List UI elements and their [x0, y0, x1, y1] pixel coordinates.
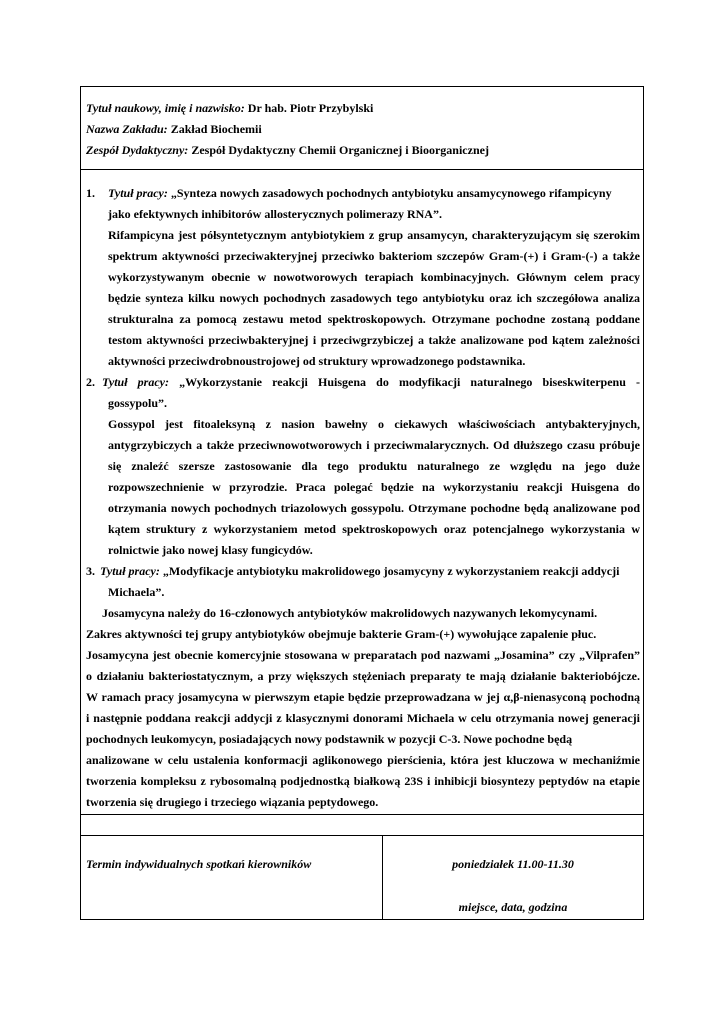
topic-title-label: Tytuł pracy: — [100, 564, 160, 578]
topic-description-line: Gossypol jest fitoaleksyną z nasion bawełny o ciekawych właściwościach antybakteryjnych, — [108, 417, 640, 431]
topic-title-line — [100, 564, 619, 578]
topic-description-line: antygrzybiczych a także przeciwnowotworowych i przeciwmalarycznych. Od dłuższego czasu próbuje — [108, 438, 640, 452]
topic-description-line: strukturalna za pomocą zestawu metod spektroskopowych. Otrzymane pochodne zostaną poddane — [108, 312, 640, 326]
meeting-value: poniedziałek 11.00-11.30 — [452, 857, 574, 871]
topic-title-label: Tytuł pracy: — [102, 375, 169, 389]
meeting-caption: miejsce, data, godzina — [458, 900, 568, 914]
supervisor-line — [86, 101, 373, 115]
topic-description-line: o działaniu bakteriostatycznym, a przy większych stężeniach preparaty te mają działanie bakteriobójcze. — [86, 669, 640, 683]
topic-description-line: wykorzystywanym obecnie w nowotworowych terapiach kombinacyjnych. Głównym celem pracy — [108, 270, 640, 284]
topic-description-line: kątem struktury z wykorzystaniem metod spektroskopowych oraz potencjalnego wykorzystania w — [108, 522, 640, 536]
team-line — [86, 143, 489, 157]
topic-number: 2. — [86, 375, 95, 389]
topic-number: 1. — [86, 186, 95, 200]
topic-description-line: pochodnych leukomycyn, posiadających nowy podstawnik w pozycji C-3. Nowe pochodne będą — [86, 732, 573, 746]
topic-description-line: spektrum aktywności przeciwakteryjnej przeciwko bakteriom szczepów Gram-(+) i Gram-(-) a także — [108, 249, 640, 263]
topic-title: „Synteza nowych zasadowych pochodnych antybiotyku ansamycynowego rifampicyny — [170, 186, 612, 200]
topic-title: „Wykorzystanie reakcji Huisgena do modyfikacji naturalnego biseskwiterpenu - — [179, 375, 640, 389]
topic-description-line: Josamycyna jest obecnie komercyjnie stosowana w preparatach pod nazwami „Josamina” czy „Vilprafen” — [86, 648, 640, 662]
topic-description-line: będzie synteza kilku nowych pochodnych zasadowych tego antybiotyku oraz ich szczegółowa analiza — [108, 291, 640, 305]
topic-description-line: i następnie poddana reakcji addycji z klasycznymi donorami Michaela w celu otrzymania nowej generacji — [86, 711, 640, 725]
topic-title-label: Tytuł pracy: — [108, 186, 168, 200]
team-value: Zespół Dydaktyczny Chemii Organicznej i Bioorganicznej — [191, 143, 489, 157]
topic-title-cont: jako efektywnych inhibitorów allosterycznych polimerazy RNA”. — [108, 207, 442, 221]
topic-description-line: rozpowszechnienie w przyrodzie. Praca polegać będzie na wykorzystaniu reakcji Huisgena do — [108, 480, 640, 494]
topic-description-line: tworzenia się drugiego i trzeciego wiązania peptydowego. — [86, 795, 379, 809]
topic-title: „Modyfikacje antybiotyku makrolidowego josamycyny z wykorzystaniem reakcji addycji — [162, 564, 620, 578]
topic-description-line: analizowane w celu ustalenia konformacji aglikonowego pierścienia, która jest kluczowa w mechaniźmie — [86, 753, 640, 767]
topic-title-cont: Michaela”. — [108, 585, 165, 599]
topic-description-line: Josamycyna należy do 16-członowych antybiotyków makrolidowych nazywanych lekomycynami. — [102, 606, 598, 620]
topic-description-line: Zakres aktywności tej grupy antybiotyków obejmuje bakterie Gram-(+) wywołujące zapalenie płuc. — [86, 627, 597, 641]
topic-description-line: testom aktywności przeciwbakteryjnej i przeciwgrzybiczej a także analizowane pod kątem zależności — [108, 333, 640, 347]
topic-description-line: Rifampicyna jest półsyntetycznym antybiotykiem z grup ansamycyn, charakteryzującym się szerokim — [108, 228, 640, 242]
topic-title-line — [108, 186, 612, 200]
row-divider — [80, 835, 644, 836]
topic-number: 3. — [86, 564, 95, 578]
meeting-label: Termin indywidualnych spotkań kierowników — [86, 857, 312, 871]
supervisor-value: Dr hab. Piotr Przybylski — [247, 101, 374, 115]
unit-line — [86, 122, 262, 136]
row-divider — [80, 169, 644, 170]
unit-label: Nazwa Zakładu: — [86, 122, 168, 136]
topic-title-cont: gossypolu”. — [108, 396, 168, 410]
topic-description-line: otrzymania nowych pochodnych triazolowych gossypolu. Otrzymane pochodne będą analizowane pod — [108, 501, 640, 515]
topic-description-line: rolnictwie jako nowej klasy fungicydów. — [108, 543, 313, 557]
row-divider — [80, 814, 644, 815]
unit-value: Zakład Biochemii — [170, 122, 262, 136]
team-label: Zespół Dydaktyczny: — [86, 143, 189, 157]
supervisor-label: Tytuł naukowy, imię i nazwisko: — [86, 101, 245, 115]
topic-title-line — [102, 375, 640, 389]
topic-description-line: tworzenia kompleksu z rybosomalną podjednostką białkową 23S i inhibicji biosyntezy peptydów na etapie — [86, 774, 640, 788]
topic-description-line: aktywności przeciwdrobnoustrojowej od struktury wprowadzonego podstawnika. — [108, 354, 526, 368]
topic-description-line: W ramach pracy josamycyna w pierwszym etapie będzie przeprowadzana w jej α,β-nienasyconą pochodną — [86, 690, 640, 704]
topic-description-line: się znaleźć szersze zastosowanie dla tego produktu naturalnego ze względu na jego duże — [108, 459, 640, 473]
